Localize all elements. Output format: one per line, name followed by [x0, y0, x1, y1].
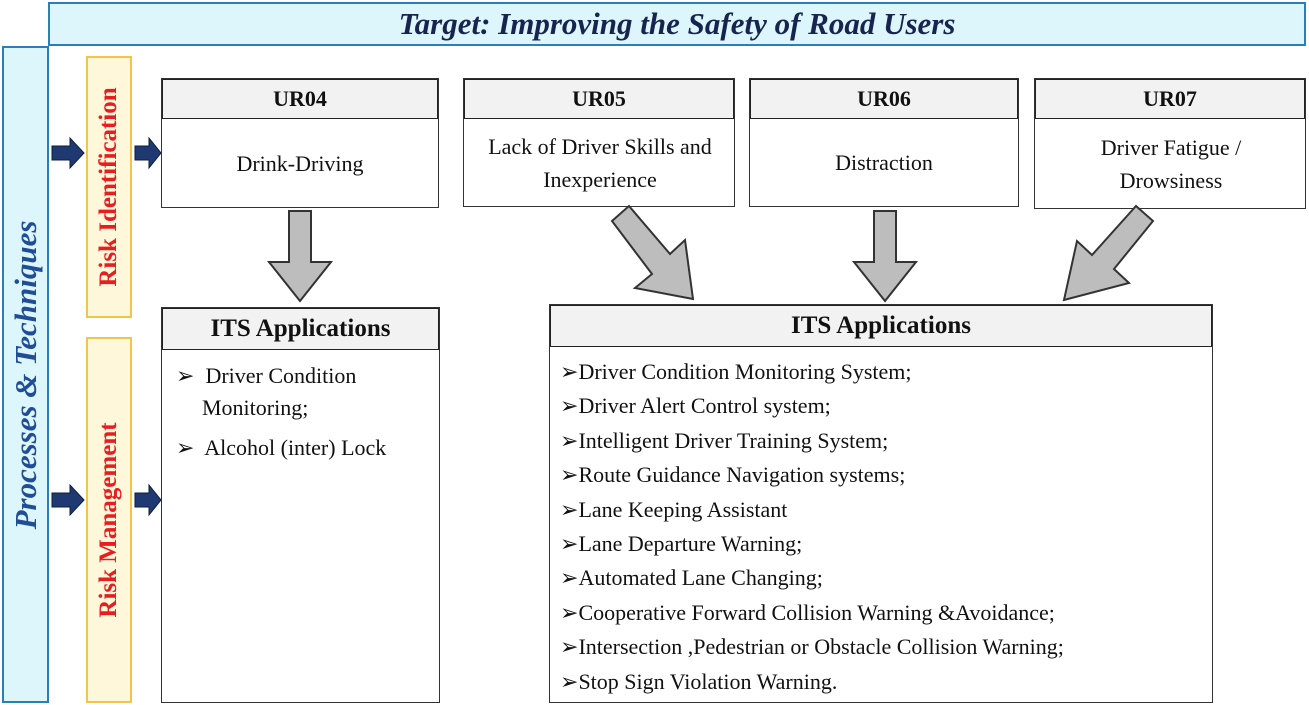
its-list-right [550, 355, 1212, 699]
list-item: ➢Driver Alert Control system; [560, 393, 831, 419]
list-item: ➢Route Guidance Navigation systems; [560, 462, 906, 488]
risk-management-panel [86, 337, 132, 703]
risk-card-ur07 [1034, 78, 1306, 209]
risk-label-ur04: Drink-Driving [236, 150, 364, 176]
its-applications-left [161, 307, 440, 703]
list-item: ➢Automated Lane Changing; [560, 565, 823, 591]
arrow-right-icon [133, 133, 163, 173]
list-item: ➢Stop Sign Violation Warning. [560, 668, 838, 694]
list-item: ➢Lane Departure Warning; [560, 530, 803, 556]
risk-code-ur06: UR06 [750, 79, 1018, 119]
list-item: ➢Lane Keeping Assistant [560, 496, 788, 522]
arrow-right-icon [50, 133, 86, 173]
risk-code-ur04: UR04 [162, 79, 438, 119]
arrow-diagonal-icon [612, 206, 693, 299]
bullet-arrow-icon: ➢ [176, 363, 195, 388]
bullet-arrow-icon: ➢ [560, 359, 579, 384]
list-item: ➢ Alcohol (inter) Lock [176, 434, 387, 460]
risk-card-ur06 [749, 78, 1019, 207]
risk-code-ur07: UR07 [1035, 79, 1305, 119]
its-applications-right [549, 304, 1213, 703]
bullet-arrow-icon: ➢ [176, 434, 195, 460]
its-list-left [162, 360, 439, 472]
bullet-arrow-icon: ➢ [560, 530, 579, 556]
its-title-left: ITS Applications [162, 308, 439, 350]
list-item: ➢Driver Condition Monitoring System; [560, 359, 912, 384]
bullet-arrow-icon: ➢ [560, 634, 579, 660]
processes-techniques-label: Processes & Techniques [7, 220, 43, 529]
risk-management-label: Risk Management [95, 422, 122, 618]
list-item: ➢Intelligent Driver Training System; [560, 427, 889, 453]
its-title-right: ITS Applications [550, 305, 1212, 347]
target-title: Target: Improving the Safety of Road Users [398, 6, 956, 41]
bullet-arrow-icon: ➢ [560, 462, 579, 488]
target-banner [48, 2, 1306, 46]
arrow-down-icon [269, 211, 331, 301]
risk-label-ur07: Driver Fatigue / Drowsiness [1100, 134, 1242, 193]
bullet-arrow-icon: ➢ [560, 599, 579, 625]
arrow-down-icon [854, 211, 916, 301]
risk-identification-label: Risk Identification [95, 87, 122, 287]
risk-label-ur05: Lack of Driver Skills and Inexperience [488, 133, 712, 192]
processes-techniques-panel [2, 46, 49, 703]
arrow-right-icon [50, 480, 86, 520]
list-item: ➢ Driver Condition Monitoring; [176, 363, 357, 420]
risk-code-ur05: UR05 [464, 79, 734, 119]
risk-card-ur05 [463, 78, 735, 207]
bullet-arrow-icon: ➢ [560, 393, 579, 419]
arrow-right-icon [133, 480, 163, 520]
risk-identification-panel [86, 56, 132, 318]
bullet-arrow-icon: ➢ [560, 565, 579, 591]
list-item: ➢Cooperative Forward Collision Warning &Avoidance; [560, 599, 1055, 625]
risk-card-ur04 [161, 78, 439, 208]
bullet-arrow-icon: ➢ [560, 668, 579, 694]
bullet-arrow-icon: ➢ [560, 427, 579, 453]
bullet-arrow-icon: ➢ [560, 496, 579, 522]
arrow-diagonal-icon [1064, 206, 1153, 300]
list-item: ➢Intersection ,Pedestrian or Obstacle Collision Warning; [560, 634, 1064, 660]
risk-label-ur06: Distraction [835, 150, 933, 175]
